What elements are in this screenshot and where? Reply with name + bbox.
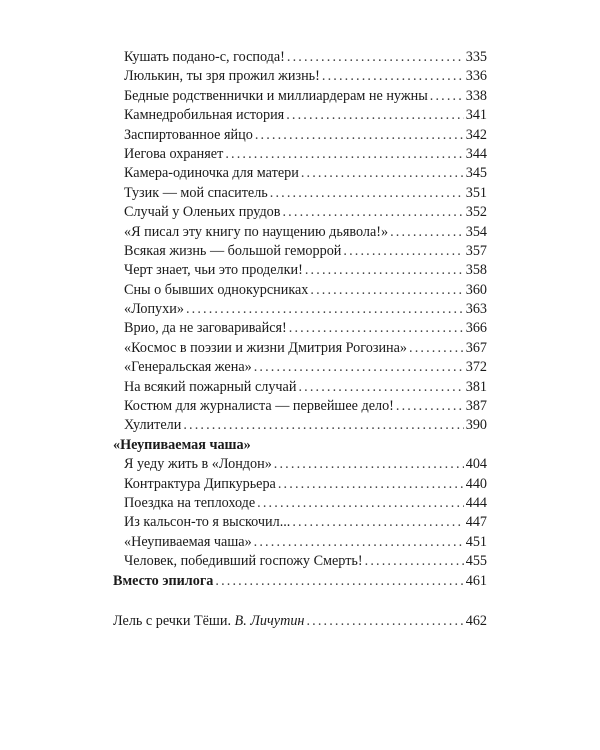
- toc-entry-page: 342: [465, 126, 487, 143]
- toc-entry: [113, 319, 487, 338]
- toc-entry-title: Люлькин, ты зря прожил жизнь!: [124, 68, 320, 85]
- toc-entry-page: 352: [465, 204, 487, 221]
- toc-entry-page: 351: [465, 184, 487, 201]
- toc-entry-title: Врио, да не заговаривайся!: [124, 320, 287, 337]
- toc-entry-page: 381: [465, 378, 487, 395]
- toc-entry: [113, 87, 487, 106]
- toc-entry-title: Иегова охраняет: [124, 145, 224, 162]
- toc-entry: [113, 455, 487, 474]
- dot-leader: [322, 67, 464, 86]
- toc-entry: [113, 339, 487, 358]
- toc-epilogue-page: 461: [465, 572, 487, 589]
- toc-entry-title: Камнедробильная история: [124, 107, 285, 124]
- dot-leader: [286, 106, 464, 125]
- dot-leader: [306, 612, 463, 631]
- toc-entry-title: Бедные родственнички и миллиардерам не нужны: [124, 87, 428, 104]
- dot-leader: [257, 494, 464, 513]
- toc-entry-title: Хулители: [124, 417, 182, 434]
- toc-afterword-title: [113, 612, 304, 631]
- toc-entry-page: 360: [465, 281, 487, 298]
- toc-entry-title: Я уеду жить в «Лондон»: [124, 456, 272, 473]
- afterword-author: В. Личутин: [234, 612, 305, 629]
- toc-entry-title: «Неупиваемая чаша»: [124, 533, 252, 550]
- toc-entry: [113, 223, 487, 242]
- dot-leader: [343, 242, 463, 261]
- dot-leader: [396, 397, 464, 416]
- toc-entry-title: Контрактура Дипкурьера: [124, 475, 276, 492]
- afterword-title-text: Лель с речки Тёши.: [113, 612, 231, 629]
- toc-entry: [113, 513, 487, 532]
- toc-entry-page: 367: [465, 339, 487, 356]
- toc-entry: [113, 67, 487, 86]
- toc-entry-page: 345: [465, 165, 487, 182]
- toc-entry-title: «Я писал эту книгу по наущению дьявола!»: [124, 223, 389, 240]
- toc-entry: [113, 494, 487, 513]
- toc-entry: [113, 416, 487, 435]
- toc-entry-title: Черт знает, чьи это проделки!: [124, 262, 303, 279]
- dot-leader: [282, 203, 463, 222]
- dot-leader: [183, 416, 463, 435]
- toc-entry-title: Человек, победивший госпожу Смерть!: [124, 553, 363, 570]
- toc-entry-title: «Лопухи»: [124, 301, 184, 318]
- toc-afterword-page: 462: [465, 612, 487, 629]
- toc-entry-page: 335: [465, 49, 487, 65]
- toc-entry-page: 404: [465, 456, 487, 473]
- toc-entry-title: Всякая жизнь — большой геморрой: [124, 242, 342, 259]
- dot-leader: [409, 339, 464, 358]
- dot-leader: [287, 48, 464, 67]
- dot-leader: [186, 300, 464, 319]
- toc-entry-page: 344: [465, 145, 487, 162]
- toc-entry: [113, 48, 487, 67]
- dot-leader: [225, 145, 463, 164]
- dot-leader: [254, 358, 464, 377]
- table-of-contents: [113, 48, 487, 631]
- toc-entry-title: На всякий пожарный случай: [124, 378, 297, 395]
- toc-entry-page: 338: [465, 87, 487, 104]
- toc-entry-page: 336: [465, 68, 487, 85]
- toc-entry: [113, 358, 487, 377]
- toc-epilogue-title: Вместо эпилога: [113, 572, 214, 589]
- toc-entry-page: 366: [465, 320, 487, 337]
- toc-entry: [113, 475, 487, 494]
- dot-leader: [289, 319, 464, 338]
- toc-entry: [113, 261, 487, 280]
- dot-leader: [298, 378, 463, 397]
- dot-leader: [274, 455, 464, 474]
- dot-leader: [270, 184, 464, 203]
- spacer: [113, 591, 487, 612]
- toc-entry-page: 363: [465, 301, 487, 318]
- toc-entry-page: 387: [465, 398, 487, 415]
- toc-entry-title: «Генеральская жена»: [124, 359, 252, 376]
- dot-leader: [254, 533, 464, 552]
- toc-entry: [113, 203, 487, 222]
- toc-afterword: [113, 612, 487, 631]
- dot-leader: [390, 223, 464, 242]
- dot-leader: [292, 513, 463, 532]
- toc-entry-page: 341: [465, 107, 487, 124]
- toc-entry: [113, 126, 487, 145]
- dot-leader: [215, 572, 463, 591]
- toc-entry: [113, 397, 487, 416]
- toc-entry-page: 358: [465, 262, 487, 279]
- dot-leader: [278, 475, 464, 494]
- toc-section-heading: [113, 436, 487, 455]
- toc-entry: [113, 533, 487, 552]
- toc-entry: [113, 106, 487, 125]
- toc-entry-page: 451: [465, 533, 487, 550]
- toc-entry-title: «Космос в поэзии и жизни Дмитрия Рогозина»: [124, 339, 408, 356]
- dot-leader: [310, 281, 463, 300]
- dot-leader: [430, 87, 464, 106]
- toc-entry-page: 447: [465, 514, 487, 531]
- toc-entry-title: Камера-одиночка для матери: [124, 165, 299, 182]
- toc-entry-title: Из кальсон-то я выскочил...: [124, 514, 291, 531]
- toc-entry-title: Кушать подано-с, господа!: [124, 49, 285, 65]
- toc-entry-title: Поездка на теплоходе: [124, 494, 256, 511]
- toc-epilogue: [113, 572, 487, 591]
- toc-entry-title: Заспиртованное яйцо: [124, 126, 253, 143]
- toc-entry: [113, 164, 487, 183]
- toc-entry-title: Случай у Оленьих прудов: [124, 204, 281, 221]
- dot-leader: [365, 552, 464, 571]
- toc-entry: [113, 145, 487, 164]
- toc-entry: [113, 242, 487, 261]
- toc-entry-page: 354: [465, 223, 487, 240]
- toc-entry-title: Костюм для журналиста — первейшее дело!: [124, 398, 394, 415]
- toc-entry-page: 440: [465, 475, 487, 492]
- toc-entry-page: 390: [465, 417, 487, 434]
- dot-leader: [255, 126, 464, 145]
- toc-entry: [113, 378, 487, 397]
- toc-entry-title: Сны о бывших однокурсниках: [124, 281, 309, 298]
- toc-entry: [113, 552, 487, 571]
- toc-entry: [113, 281, 487, 300]
- toc-section-title: «Неупиваемая чаша»: [113, 436, 251, 453]
- dot-leader: [301, 164, 464, 183]
- toc-entry: [113, 300, 487, 319]
- toc-entry-page: 455: [465, 553, 487, 570]
- dot-leader: [305, 261, 464, 280]
- toc-entry-page: 444: [465, 494, 487, 511]
- toc-entry: [113, 184, 487, 203]
- toc-entry-page: 372: [465, 359, 487, 376]
- toc-entry-title: Тузик — мой спаситель: [124, 184, 268, 201]
- toc-entry-page: 357: [465, 242, 487, 259]
